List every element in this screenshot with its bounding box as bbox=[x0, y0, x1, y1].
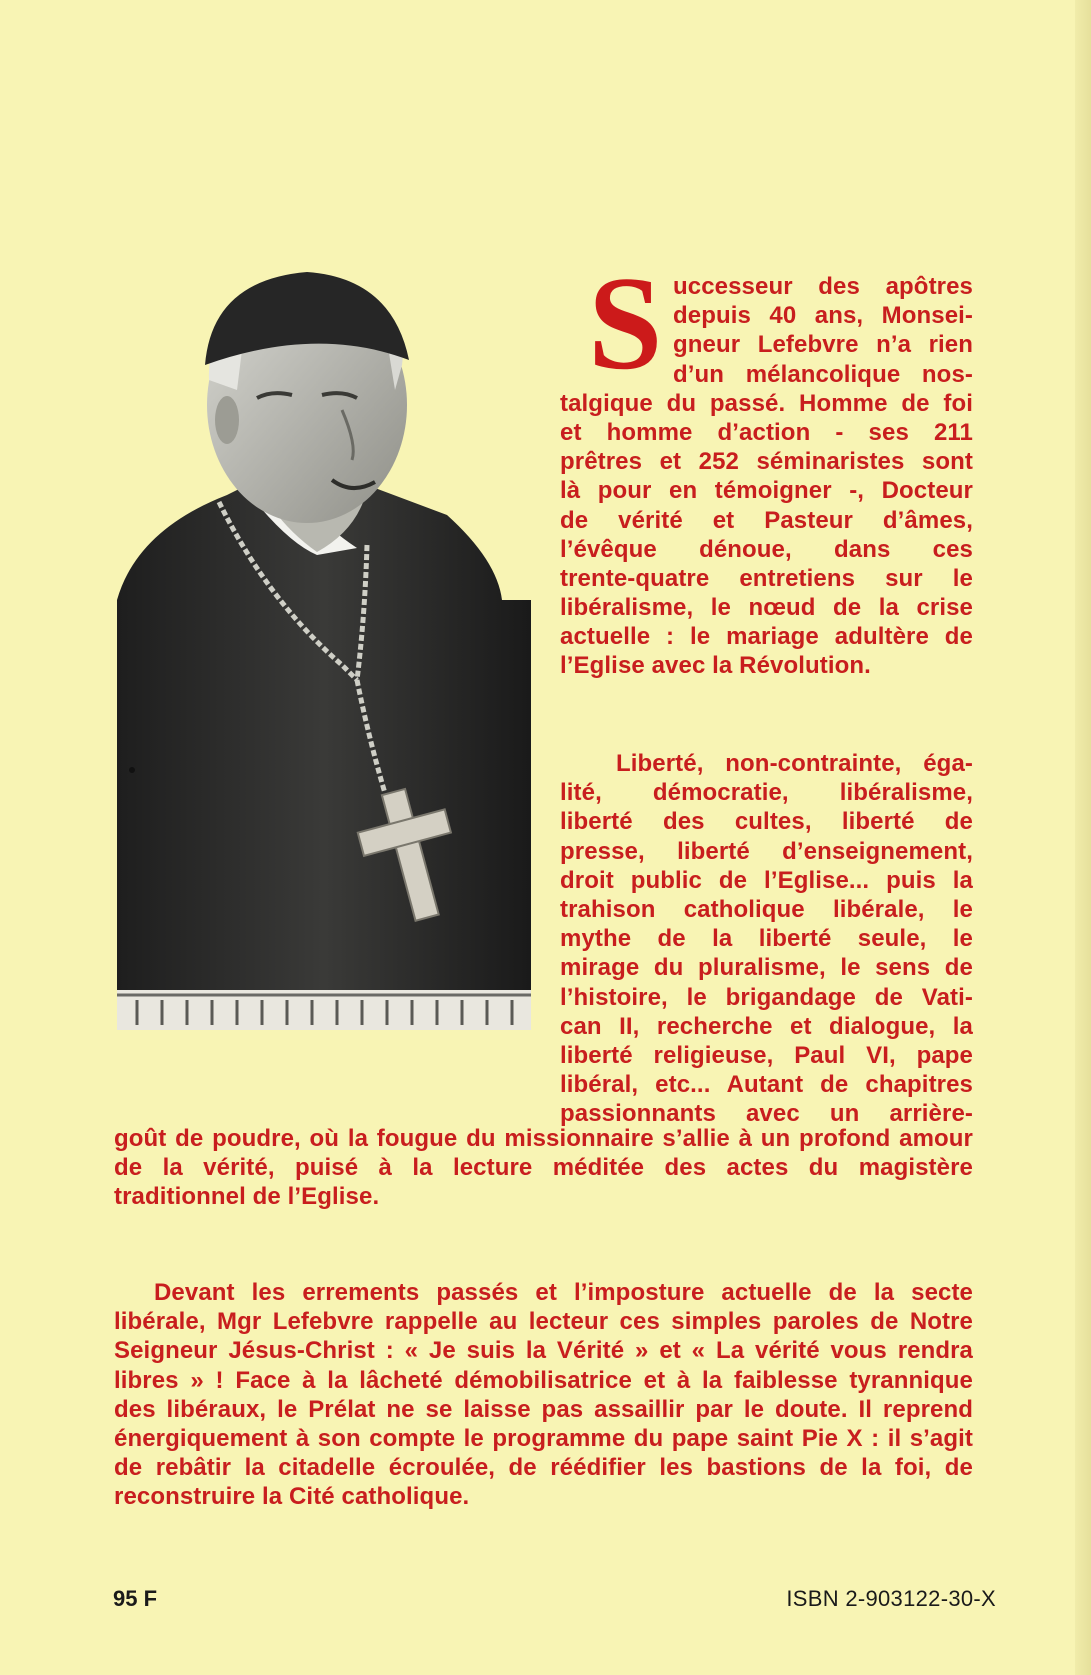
text-line: droit public de l’Eglise... puis la bbox=[560, 866, 973, 894]
text-line: des libéraux, le Prélat ne se laisse pas assaillir par le doute. Il reprend bbox=[114, 1395, 973, 1423]
text-line: liberté des cultes, liberté de bbox=[560, 808, 973, 836]
text-line: libéralisme, le nœud de la crise bbox=[560, 594, 973, 622]
drop-cap: S bbox=[588, 249, 663, 397]
text-line: énergiquement à son compte le programme du pape saint Pie X : il s’agit bbox=[114, 1424, 973, 1452]
text-line: prêtres et 252 séminaristes sont bbox=[560, 448, 973, 476]
text-line: libres » ! Face à la lâcheté démobilisatrice et à la faiblesse tyrannique bbox=[114, 1366, 973, 1394]
text-line: là pour en témoigner -, Docteur bbox=[560, 477, 973, 505]
portrait-photo bbox=[117, 270, 531, 1095]
text-line: libéral, etc... Autant de chapitres bbox=[560, 1071, 973, 1099]
text-line: trahison catholique libérale, le bbox=[560, 895, 973, 923]
isbn-label: ISBN 2-903122-30-X bbox=[786, 1586, 996, 1611]
text-line: Seigneur Jésus-Christ : « Je suis la Vérité » et « La vérité vous rendra bbox=[114, 1337, 973, 1365]
paragraph-intro bbox=[560, 272, 973, 681]
text-line: mirage du pluralisme, le sens de bbox=[560, 954, 973, 982]
text-line: de rebâtir la citadelle écroulée, de réédifier les bastions de la foi, de bbox=[114, 1454, 973, 1482]
text-line: libérale, Mgr Lefebvre rappelle au lecteur ces simples paroles de Notre bbox=[114, 1308, 973, 1336]
text-line: trente-quatre entretiens sur le bbox=[560, 564, 973, 592]
text-line: lité, démocratie, libéralisme, bbox=[560, 779, 973, 807]
text-line: liberté religieuse, Paul VI, pape bbox=[560, 1041, 973, 1069]
text-line: uccesseur des apôtres bbox=[673, 273, 973, 300]
text-line: traditionnel de l’Eglise. bbox=[114, 1183, 380, 1211]
text-line: mythe de la liberté seule, le bbox=[560, 925, 973, 953]
text-line: d’un mélancolique nos- bbox=[673, 360, 973, 388]
text-line: talgique du passé. Homme de foi bbox=[560, 389, 973, 417]
text-line: can II, recherche et dialogue, la bbox=[560, 1012, 973, 1040]
text-line: reconstruire la Cité catholique. bbox=[114, 1483, 470, 1511]
text-line: l’évêque dénoue, dans ces bbox=[560, 535, 973, 563]
text-line: Liberté, non-contrainte, éga- bbox=[616, 750, 973, 777]
book-spine-edge bbox=[1075, 0, 1091, 1675]
text-line: actuelle : le mariage adultère de bbox=[560, 623, 973, 651]
text-line: presse, liberté d’enseignement, bbox=[560, 837, 973, 865]
text-line: Devant les errements passés et l’imposture actuelle de la secte bbox=[154, 1279, 973, 1306]
text-line: et homme d’action - ses 211 bbox=[560, 418, 973, 446]
text-line: l’Eglise avec la Révolution. bbox=[560, 652, 871, 680]
text-line: de la vérité, puisé à la lecture méditée des actes du magistère bbox=[114, 1154, 973, 1182]
price-label: 95 F bbox=[113, 1586, 158, 1611]
text-line: depuis 40 ans, Monsei- bbox=[673, 302, 973, 330]
text-line: de vérité et Pasteur d’âmes, bbox=[560, 506, 973, 534]
paragraph-themes bbox=[560, 749, 973, 1128]
text-line: passionnants avec un arrière- bbox=[560, 1100, 973, 1128]
text-line: goût de poudre, où la fougue du missionnaire s’allie à un profond amour bbox=[114, 1125, 973, 1152]
paragraph-conclusion bbox=[114, 1278, 973, 1512]
text-line: l’histoire, le brigandage de Vati- bbox=[560, 983, 973, 1011]
text-line: gneur Lefebvre n’a rien bbox=[673, 331, 973, 359]
paragraph-themes-continued bbox=[114, 1124, 973, 1212]
